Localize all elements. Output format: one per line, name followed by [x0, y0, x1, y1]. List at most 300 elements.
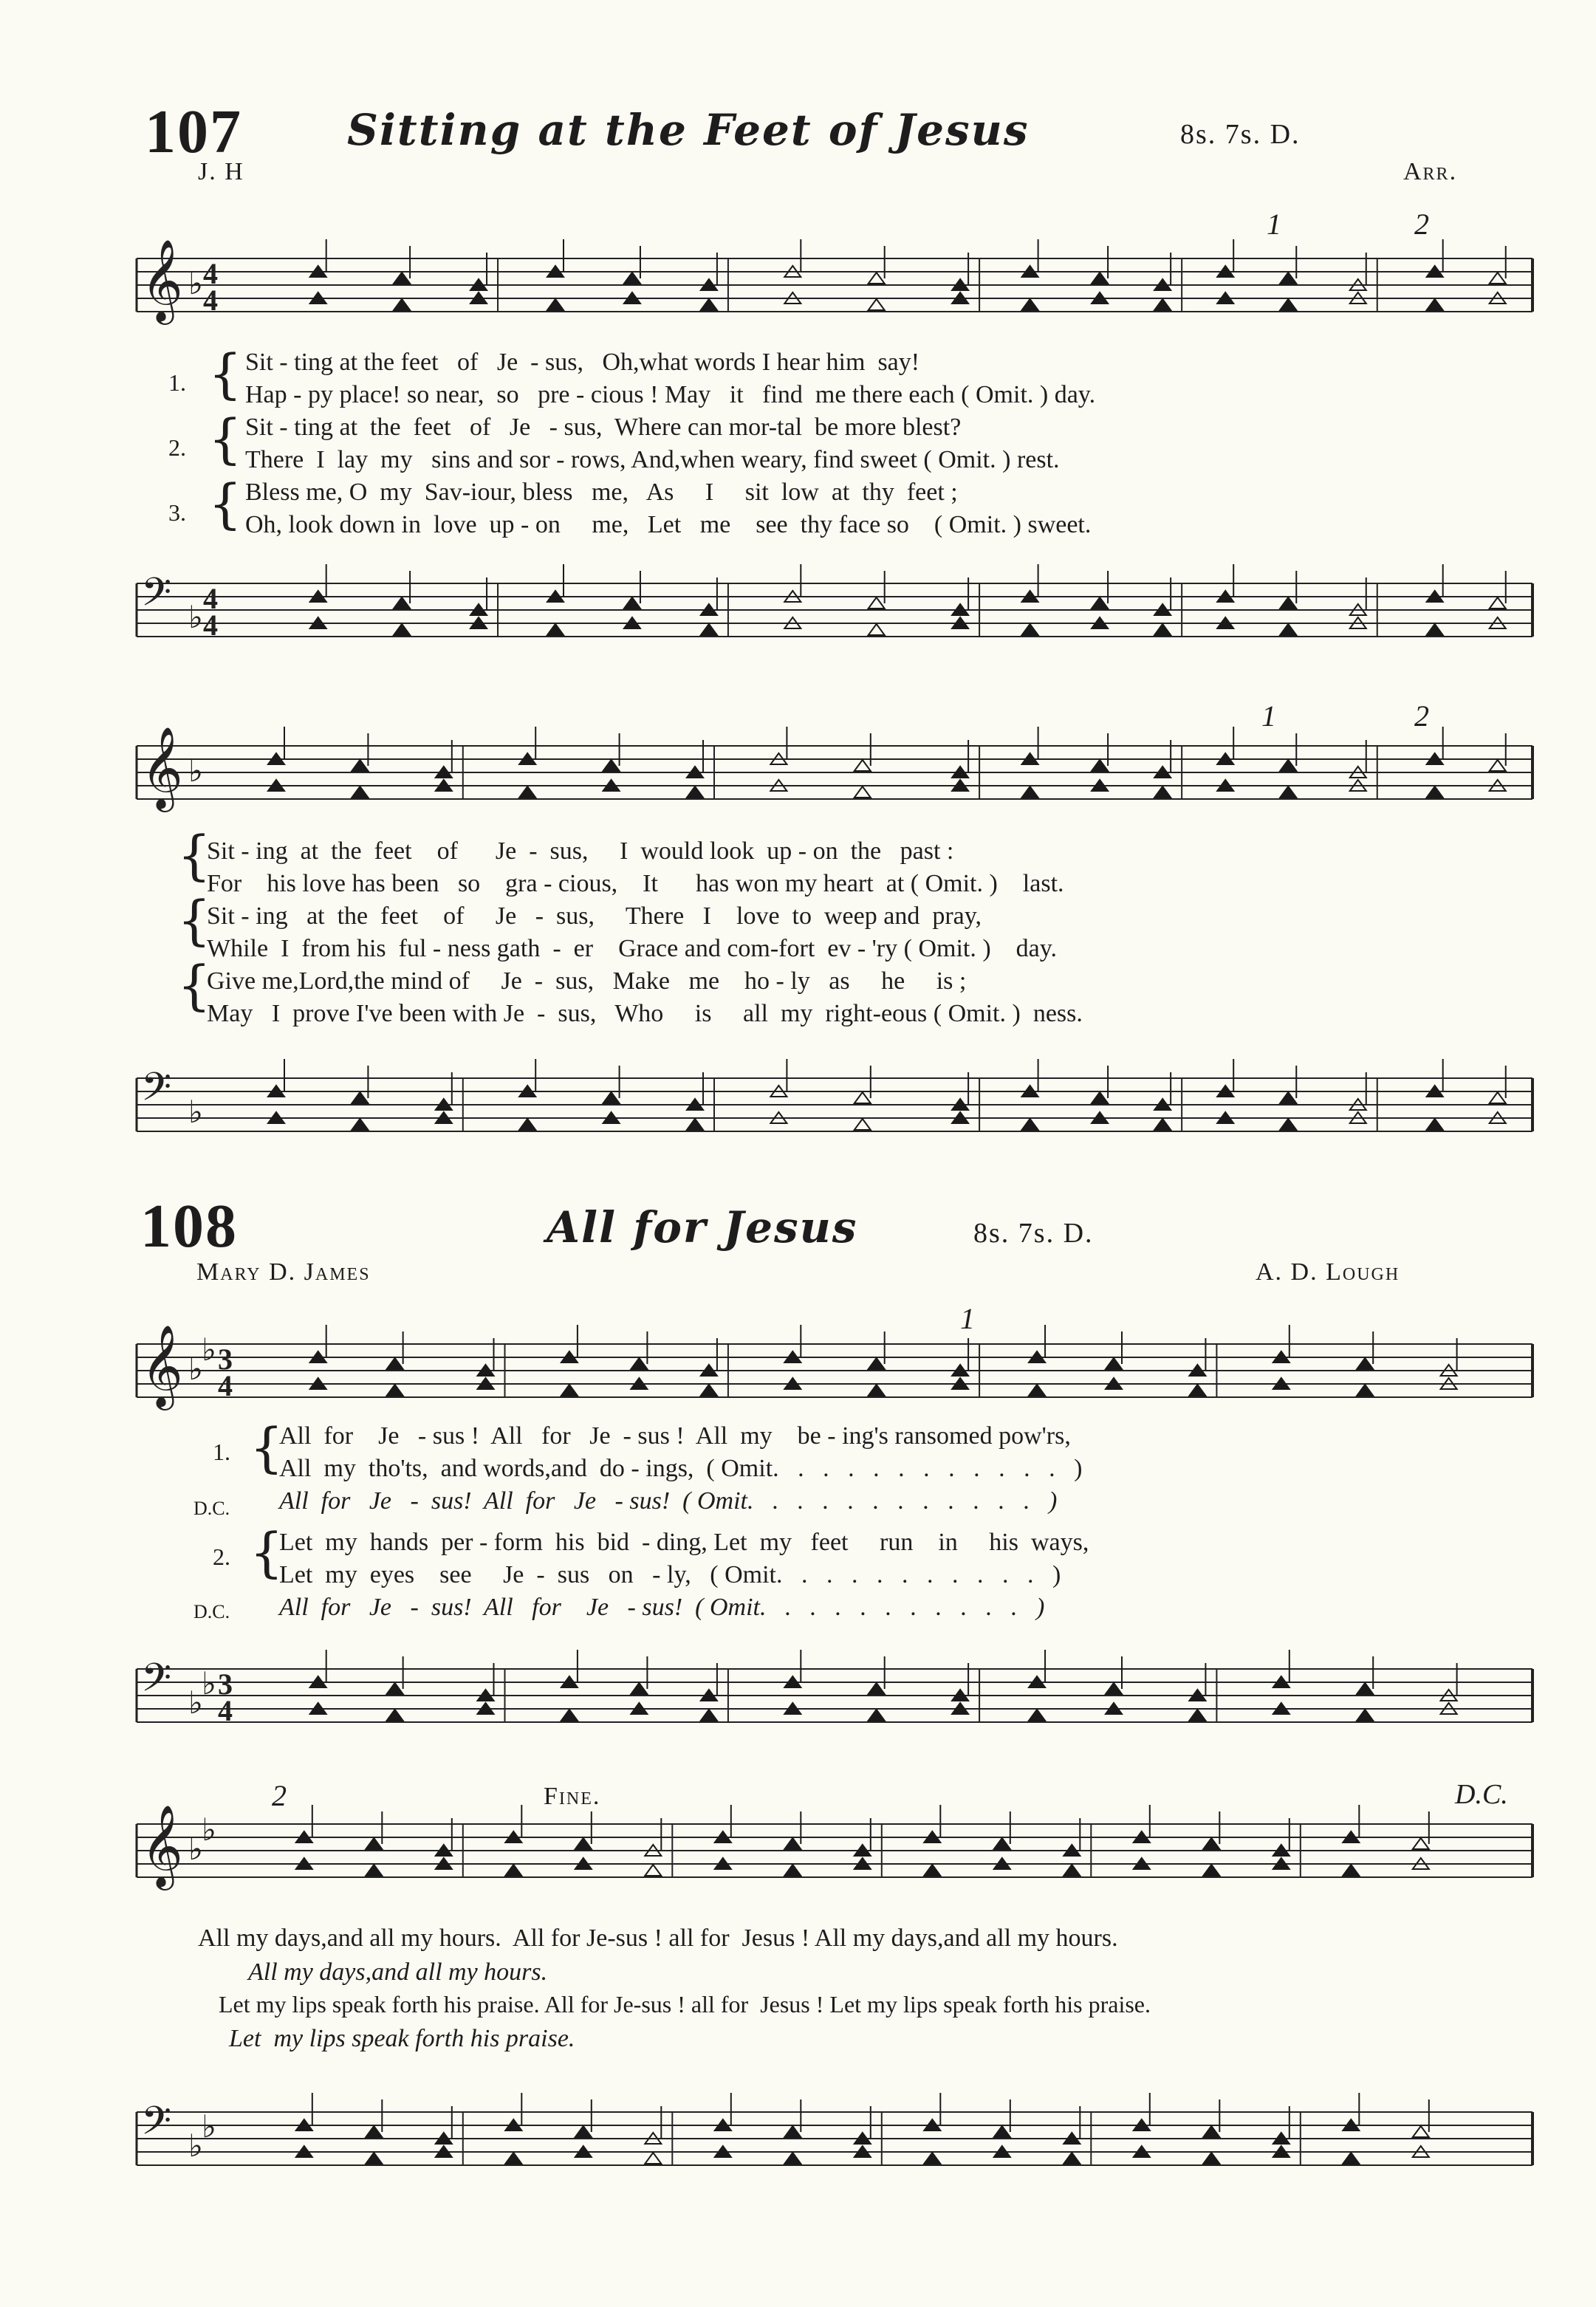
shape-note: [436, 2146, 452, 2157]
shape-note: [310, 1378, 326, 1389]
shape-note: [1357, 1385, 1373, 1396]
shape-note: [1350, 1099, 1366, 1110]
shape-note: [645, 2133, 661, 2144]
shape-note: [603, 760, 620, 771]
shape-note: [505, 2153, 521, 2164]
lyric-line: Let my hands per - form his bid - ding, Let my feet run in his ways,: [279, 1529, 1089, 1556]
shape-note: [1490, 292, 1506, 304]
shape-note: [924, 2119, 940, 2131]
shape-note: [1343, 2153, 1359, 2164]
shape-note: [715, 2119, 731, 2131]
shape-note: [1427, 299, 1443, 310]
verse-brace: {: [208, 408, 242, 470]
shape-note: [1064, 2153, 1080, 2164]
shape-note: [1022, 266, 1038, 277]
shape-note: [869, 1710, 885, 1721]
shape-note: [575, 1838, 592, 1849]
shape-note: [624, 272, 640, 284]
shape-note: [1203, 2126, 1219, 2137]
shape-note: [784, 1865, 801, 1876]
shape-note: [784, 1351, 801, 1362]
shape-note: [784, 2126, 801, 2137]
shape-note: [784, 292, 801, 304]
shape-note: [1092, 617, 1108, 628]
shape-note: [1350, 767, 1366, 778]
lyric-line-refrain: All for Je - sus! All for Je - sus! ( Omit. . . . . . . . . . . ): [279, 1594, 1045, 1621]
staff-group: [137, 2093, 1532, 2165]
shape-note: [1273, 1378, 1290, 1389]
volta-second-ending: 2: [1414, 208, 1429, 241]
fine-marker: Fine.: [544, 1783, 601, 1810]
hymn-author: J. H: [198, 158, 244, 185]
shape-note: [770, 780, 787, 791]
flat-icon: ♭: [202, 1665, 216, 1701]
shape-note: [784, 617, 801, 628]
shape-note: [854, 1119, 871, 1130]
shape-note: [994, 1838, 1010, 1849]
shape-note: [1350, 617, 1366, 628]
shape-note: [603, 1092, 620, 1103]
shape-note: [1427, 753, 1443, 764]
lyric-line: Give me,Lord,the mind of Je - sus, Make me ho - ly as he is ;: [207, 967, 967, 995]
shape-note: [1092, 780, 1108, 791]
shape-note: [631, 1358, 647, 1369]
shape-note: [478, 1703, 494, 1714]
shape-note: [924, 1865, 940, 1876]
shape-note: [436, 1858, 452, 1869]
shape-note: [296, 1831, 312, 1842]
shape-note: [547, 591, 564, 602]
shape-note: [1413, 2146, 1429, 2157]
lyric-line: All for Je - sus ! All for Je - sus ! All my be - ing's ransomed pow'rs,: [279, 1422, 1071, 1450]
treble-clef-icon: 𝄞: [141, 239, 183, 321]
shape-note: [1273, 1676, 1290, 1687]
shape-note: [784, 266, 801, 277]
hymn-title: Sitting at the Feet of Jesus: [347, 105, 1030, 155]
shape-note: [1357, 1683, 1373, 1694]
lyric-line: All my tho'ts, and words,and do - ings, ( Omit. . . . . . . . . . . . ): [279, 1455, 1083, 1482]
shape-note: [701, 1385, 717, 1396]
shape-note: [1064, 1845, 1080, 1856]
shape-note: [1273, 1351, 1290, 1362]
shape-note: [770, 753, 787, 764]
shape-note: [952, 767, 968, 778]
shape-note: [1280, 624, 1296, 635]
shape-note: [1490, 272, 1506, 284]
lyric-line: Let my lips speak forth his praise. All for Je-sus ! all for Jesus ! Let my lips speak forth his praise.: [219, 1991, 1151, 2018]
shape-note: [296, 1858, 312, 1869]
shape-note: [1280, 597, 1296, 609]
shape-note: [1029, 1676, 1045, 1687]
shape-note: [1092, 1092, 1108, 1103]
shape-note: [701, 299, 717, 310]
shape-note: [561, 1351, 578, 1362]
shape-note: [519, 753, 535, 764]
shape-note: [575, 2146, 592, 2157]
lyric-line: While I from his ful - ness gath - er Grace and com-fort ev - 'ry ( Omit. ) day.: [207, 935, 1058, 962]
shape-note: [1490, 760, 1506, 771]
shape-note: [1154, 1119, 1171, 1130]
shape-note: [366, 2153, 382, 2164]
shape-note: [1106, 1358, 1122, 1369]
shape-note: [784, 1838, 801, 1849]
dc-marker: D.C.: [193, 1601, 230, 1622]
shape-note: [952, 1703, 968, 1714]
shape-note: [1490, 1112, 1506, 1123]
hymn-meter: 8s. 7s. D.: [973, 1218, 1094, 1249]
shape-note: [1092, 760, 1108, 771]
shape-note: [561, 1710, 578, 1721]
shape-note: [575, 2126, 592, 2137]
shape-note: [268, 1112, 284, 1123]
shape-note: [854, 1845, 871, 1856]
flat-icon: ♭: [188, 1684, 203, 1721]
shape-note: [1029, 1351, 1045, 1362]
verse-brace: {: [177, 954, 211, 1016]
time-signature: 4: [218, 1369, 233, 1402]
shape-note: [770, 1086, 787, 1097]
shape-note: [1154, 279, 1171, 290]
staff-group: [137, 1650, 1532, 1727]
shape-note: [701, 604, 717, 615]
shape-note: [1022, 753, 1038, 764]
staff-group: [137, 1059, 1532, 1131]
hymn-composer: Arr.: [1403, 158, 1458, 185]
shape-note: [470, 292, 487, 304]
shape-note: [310, 617, 326, 628]
shape-note: [268, 780, 284, 791]
volta-second-ending: 2: [1414, 699, 1429, 733]
flat-icon: ♭: [188, 2128, 203, 2164]
shape-note: [310, 1676, 326, 1687]
shape-note: [1273, 1703, 1290, 1714]
shape-note: [701, 624, 717, 635]
bass-clef-icon: 𝄢: [141, 1065, 172, 1120]
shape-note: [1022, 786, 1038, 798]
lyric-line: Sit - ting at the feet of Je - sus, Oh,what words I hear him say!: [245, 349, 920, 376]
shape-note: [715, 1831, 731, 1842]
shape-note: [1022, 1119, 1038, 1130]
volta-first-ending: 1: [1261, 699, 1276, 733]
shape-note: [924, 1831, 940, 1842]
flat-icon: ♭: [188, 1831, 203, 1867]
shape-note: [1490, 780, 1506, 791]
shape-note: [1280, 760, 1296, 771]
shape-note: [1350, 780, 1366, 791]
shape-note: [470, 604, 487, 615]
hymn-author: Mary D. James: [196, 1258, 371, 1286]
volta-first-ending: 1: [960, 1302, 975, 1335]
shape-note: [1273, 1858, 1290, 1869]
verse-brace: {: [208, 473, 242, 535]
shape-note: [1441, 1690, 1457, 1701]
shape-note: [394, 299, 410, 310]
shape-note: [701, 1690, 717, 1701]
shape-note: [436, 1845, 452, 1856]
shape-note: [1280, 786, 1296, 798]
shape-note: [869, 299, 885, 310]
shape-note: [1427, 786, 1443, 798]
shape-note: [352, 1092, 368, 1103]
shape-note: [1427, 591, 1443, 602]
time-signature: 4: [203, 257, 218, 290]
shape-note: [701, 279, 717, 290]
shape-note: [547, 299, 564, 310]
shape-note: [715, 1858, 731, 1869]
volta-second-ending: 2: [272, 1779, 287, 1812]
shape-note: [470, 279, 487, 290]
shape-note: [952, 1112, 968, 1123]
staff-group: [137, 726, 1532, 812]
shape-note: [1189, 1385, 1205, 1396]
staff-group: [137, 1324, 1532, 1410]
shape-note: [1092, 292, 1108, 304]
shape-note: [1064, 1865, 1080, 1876]
time-signature: 4: [203, 582, 218, 615]
shape-note: [352, 1119, 368, 1130]
shape-note: [1427, 1086, 1443, 1097]
shape-note: [436, 1112, 452, 1123]
shape-note: [1217, 753, 1233, 764]
shape-note: [394, 597, 410, 609]
flat-icon: ♭: [202, 1331, 216, 1368]
time-signature: 4: [203, 609, 218, 642]
lyric-line: For his love has been so gra - cious, It has won my heart at ( Omit. ) last.: [207, 870, 1064, 897]
shape-note: [1350, 279, 1366, 290]
lyric-line: Sit - ting at the feet of Je - sus, Where can mor-tal be more blest?: [245, 414, 962, 441]
verse-brace: {: [208, 343, 242, 405]
shape-note: [505, 1865, 521, 1876]
treble-clef-icon: 𝄞: [141, 726, 183, 809]
shape-note: [1022, 624, 1038, 635]
lyric-line: Let my eyes see Je - sus on - ly, ( Omit. . . . . . . . . . . ): [279, 1561, 1061, 1588]
bass-clef-icon: 𝄢: [141, 570, 172, 625]
shape-note: [1441, 1365, 1457, 1376]
shape-note: [869, 1683, 885, 1694]
shape-note: [1280, 299, 1296, 310]
shape-note: [687, 1099, 703, 1110]
dc-marker: D.C.: [1455, 1779, 1508, 1810]
shape-note: [470, 617, 487, 628]
verse-number: 2.: [213, 1543, 230, 1570]
shape-note: [1490, 617, 1506, 628]
shape-note: [854, 1092, 871, 1103]
shape-note: [784, 1676, 801, 1687]
shape-note: [1280, 272, 1296, 284]
shape-note: [784, 1703, 801, 1714]
time-signature: 4: [218, 1694, 233, 1727]
shape-note: [547, 266, 564, 277]
shape-note: [687, 767, 703, 778]
bass-clef-icon: 𝄢: [141, 2099, 172, 2153]
shape-note: [352, 760, 368, 771]
shape-note: [1273, 2146, 1290, 2157]
shape-note: [631, 1683, 647, 1694]
shape-note: [784, 591, 801, 602]
shape-note: [1217, 780, 1233, 791]
lyric-line: All my days,and all my hours. All for Je-sus ! all for Jesus ! All my days,and all my hours.: [198, 1924, 1118, 1952]
shape-note: [310, 292, 326, 304]
shape-note: [952, 604, 968, 615]
shape-note: [1154, 299, 1171, 310]
shape-note: [1413, 1838, 1429, 1849]
lyric-line: Sit - ing at the feet of Je - sus, There I love to weep and pray,: [207, 902, 982, 930]
shape-note: [296, 2119, 312, 2131]
lyric-line-refrain: All my days,and all my hours.: [248, 1958, 548, 1986]
shape-note: [547, 624, 564, 635]
shape-note: [687, 1119, 703, 1130]
shape-note: [1343, 2119, 1359, 2131]
shape-note: [952, 292, 968, 304]
shape-note: [519, 1119, 535, 1130]
shape-note: [1350, 1112, 1366, 1123]
shape-note: [505, 1831, 521, 1842]
shape-note: [701, 1710, 717, 1721]
shape-note: [1217, 292, 1233, 304]
lyric-line: May I prove I've been with Je - sus, Who is all my right-eous ( Omit. ) ness.: [207, 1000, 1083, 1027]
shape-note: [478, 1378, 494, 1389]
shape-note: [366, 1838, 382, 1849]
shape-note: [394, 272, 410, 284]
shape-note: [1273, 1845, 1290, 1856]
shape-note: [387, 1683, 403, 1694]
shape-note: [784, 1378, 801, 1389]
shape-note: [561, 1676, 578, 1687]
verse-brace: {: [250, 1521, 284, 1583]
flat-icon: ♭: [188, 265, 203, 301]
shape-note: [1029, 1710, 1045, 1721]
hymn-number: 107: [145, 97, 242, 166]
shape-note: [687, 786, 703, 798]
time-signature: 3: [218, 1343, 233, 1376]
staff-group: [137, 1804, 1532, 1890]
shape-note: [296, 2146, 312, 2157]
shape-note: [624, 597, 640, 609]
treble-clef-icon: 𝄞: [141, 1324, 183, 1407]
shape-note: [478, 1365, 494, 1376]
shape-note: [575, 1858, 592, 1869]
flat-icon: ♭: [188, 753, 203, 789]
shape-note: [1350, 292, 1366, 304]
shape-note: [952, 780, 968, 791]
shape-note: [869, 1358, 885, 1369]
shape-note: [1357, 1358, 1373, 1369]
shape-note: [1203, 1838, 1219, 1849]
shape-note: [1203, 1865, 1219, 1876]
shape-note: [952, 1690, 968, 1701]
shape-note: [352, 786, 368, 798]
shape-note: [854, 1858, 871, 1869]
shape-note: [1350, 604, 1366, 615]
verse-number: 1.: [213, 1439, 230, 1465]
shape-note: [310, 266, 326, 277]
lyric-line: Sit - ing at the feet of Je - sus, I would look up - on the past :: [207, 837, 954, 865]
shape-note: [1217, 1086, 1233, 1097]
shape-note: [310, 1351, 326, 1362]
shape-note: [436, 780, 452, 791]
shape-note: [631, 1378, 647, 1389]
shape-note: [1280, 1119, 1296, 1130]
shape-note: [268, 1086, 284, 1097]
shape-note: [924, 2153, 940, 2164]
shape-note: [770, 1112, 787, 1123]
shape-note: [1106, 1703, 1122, 1714]
shape-note: [561, 1385, 578, 1396]
shape-note: [1490, 1092, 1506, 1103]
shape-note: [952, 617, 968, 628]
hymn-composer: A. D. Lough: [1256, 1258, 1400, 1286]
hymn-meter: 8s. 7s. D.: [1180, 119, 1301, 150]
shape-note: [1217, 1112, 1233, 1123]
treble-clef-icon: 𝄞: [141, 1804, 183, 1887]
shape-note: [701, 1365, 717, 1376]
shape-note: [603, 780, 620, 791]
shape-note: [394, 624, 410, 635]
staff-group: [137, 564, 1532, 642]
shape-note: [1203, 2153, 1219, 2164]
verse-number: 1.: [168, 369, 186, 396]
lyric-line-refrain: Let my lips speak forth his praise.: [229, 2025, 575, 2052]
shape-note: [1217, 266, 1233, 277]
verse-brace: {: [177, 889, 211, 951]
flat-icon: ♭: [188, 1094, 203, 1130]
shape-note: [1154, 786, 1171, 798]
shape-note: [1343, 1865, 1359, 1876]
shape-note: [1134, 1858, 1150, 1869]
shape-note: [505, 2119, 521, 2131]
shape-note: [366, 1865, 382, 1876]
shape-note: [1189, 1690, 1205, 1701]
shape-note: [310, 1703, 326, 1714]
shape-note: [519, 786, 535, 798]
shape-note: [1280, 1092, 1296, 1103]
shape-note: [1022, 591, 1038, 602]
shape-note: [645, 2153, 661, 2164]
verse-brace: {: [250, 1416, 284, 1478]
shape-note: [1189, 1710, 1205, 1721]
lyric-line-refrain: All for Je - sus! All for Je - sus! ( Omit. . . . . . . . . . . . ): [279, 1487, 1058, 1515]
shape-note: [994, 2126, 1010, 2137]
shape-note: [952, 1099, 968, 1110]
shape-note: [1022, 1086, 1038, 1097]
shape-note: [1273, 2133, 1290, 2144]
shape-note: [1134, 2119, 1150, 2131]
bass-clef-icon: 𝄢: [141, 1656, 172, 1710]
shape-note: [854, 2133, 871, 2144]
shape-note: [854, 760, 871, 771]
verse-brace: {: [177, 824, 211, 886]
shape-note: [715, 2146, 731, 2157]
shape-note: [1154, 624, 1171, 635]
dc-marker: D.C.: [193, 1498, 230, 1519]
shape-note: [1154, 604, 1171, 615]
shape-note: [1343, 1831, 1359, 1842]
shape-note: [631, 1703, 647, 1714]
shape-note: [952, 1365, 968, 1376]
shape-note: [1490, 597, 1506, 609]
shape-note: [952, 279, 968, 290]
shape-note: [268, 753, 284, 764]
verse-number: 2.: [168, 434, 186, 461]
verse-number: 3.: [168, 499, 186, 526]
shape-note: [1427, 624, 1443, 635]
shape-note: [1357, 1710, 1373, 1721]
shape-note: [1134, 1831, 1150, 1842]
shape-note: [1064, 2133, 1080, 2144]
shape-note: [1092, 597, 1108, 609]
lyric-line: Hap - py place! so near, so pre - cious ! May it find me there each ( Omit. ) day.: [245, 381, 1096, 408]
shape-note: [784, 2153, 801, 2164]
